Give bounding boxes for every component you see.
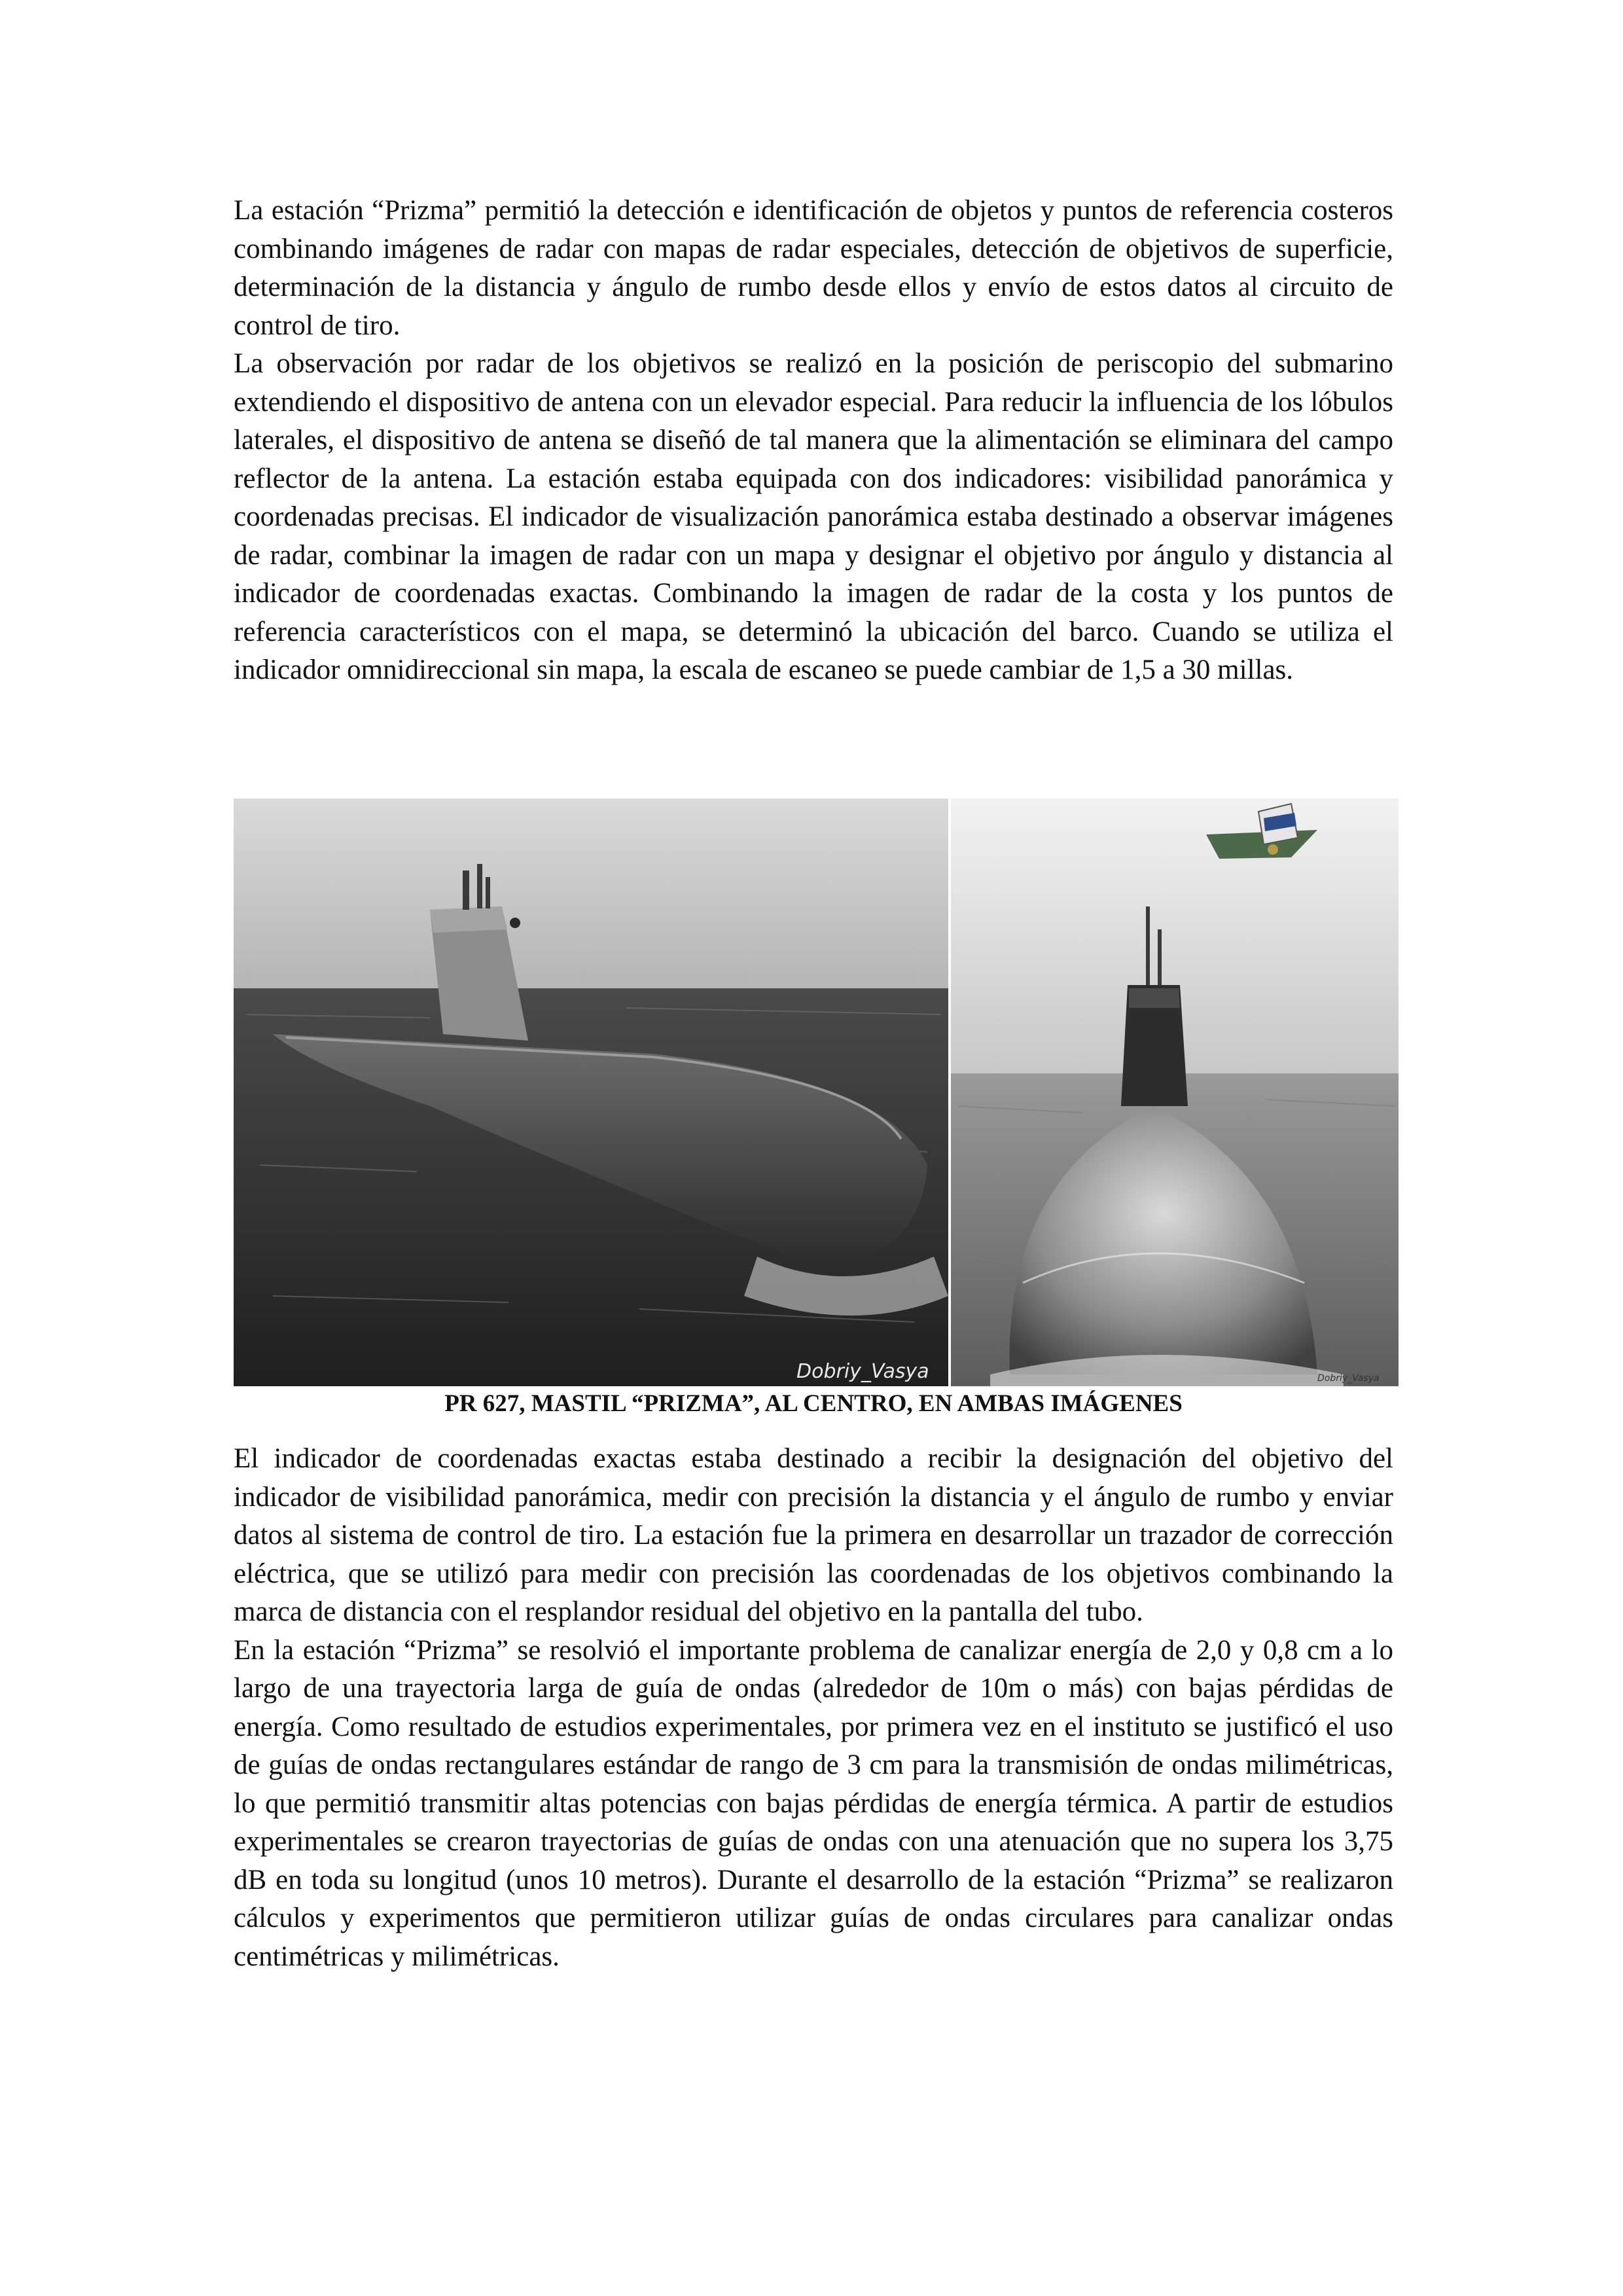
paragraph: La observación por radar de los objetivos se realizó en la posición de periscopio del submarino extendiendo el dispositivo de antena con un elevador especial. Para reducir la influencia de los lóbulos laterales, el dispositivo de antena se diseñó de tal manera que la alimentación se eliminara del campo reflector de la antena. La estación estaba equipada con dos indicadores: visibilidad panorámica y coordenadas precisas. El indicador de visualización panorámica estaba destinado a observar imágenes de radar, combinar la imagen de radar con un mapa y designar el objetivo por ángulo y distancia al indicador de coordenadas exactas. Combinando la imagen de radar de la costa y los puntos de referencia característicos con el mapa, se determinó la ubicación del barco. Cuando se utiliza el indicador omnidireccional sin mapa, la escala de escaneo se puede cambiar de 1,5 a 30 millas. — [234, 348, 1393, 685]
paragraph: La estación “Prizma” permitió la detección e identificación de objetos y puntos de referencia costeros combinando imágenes de radar con mapas de radar especiales, detección de objetivos de superficie, determinación de la distancia y ángulo de rumbo desde ellos y envío de estos datos al circuito de control de tiro. — [234, 195, 1393, 341]
submarine-photo-right — [951, 798, 1399, 1386]
watermark-right: Dobriy_Vasya — [1317, 1373, 1380, 1384]
submarine-front-image — [951, 798, 1399, 1386]
text-block-top — [234, 192, 1393, 690]
submarine-side-image — [234, 798, 948, 1386]
paragraph: El indicador de coordenadas exactas estaba destinado a recibir la designación del objetivo del indicador de visibilidad panorámica, medir con precisión la distancia y el ángulo de rumbo y enviar datos al sistema de control de tiro. La estación fue la primera en desarrollar un trazador de corrección eléctrica, que se utilizó para medir con precisión las coordenadas de los objetivos combinando la marca de distancia con el resplandor residual del objetivo en la pantalla del tubo. — [234, 1443, 1393, 1627]
watermark-left: Dobriy_Vasya — [796, 1360, 929, 1383]
submarine-photo-left — [234, 798, 948, 1386]
text-block-bottom — [234, 1440, 1393, 1976]
figure-caption: PR 627, MASTIL “PRIZMA”, AL CENTRO, EN AMBAS IMÁGENES — [444, 1390, 1183, 1417]
paragraph: En la estación “Prizma” se resolvió el importante problema de canalizar energía de 2,0 y 0,8 cm a lo largo de una trayectoria larga de guía de ondas (alrededor de 10m o más) con bajas pérdidas de energía. Como resultado de estudios experimentales, por primera vez en el instituto se justificó el uso de guías de ondas rectangulares estándar de rango de 3 cm para la transmisión de ondas milimétricas, lo que permitió transmitir altas potencias con bajas pérdidas de energía térmica. A partir de estudios experimentales se crearon trayectorias de guías de ondas con una atenuación que no supera los 3,75 dB en toda su longitud (unos 10 metros). Durante el desarrollo de la estación “Prizma” se realizaron cálculos y experimentos que permitieron utilizar guías de ondas circulares para canalizar ondas centimétricas y milimétricas. — [234, 1634, 1393, 1972]
